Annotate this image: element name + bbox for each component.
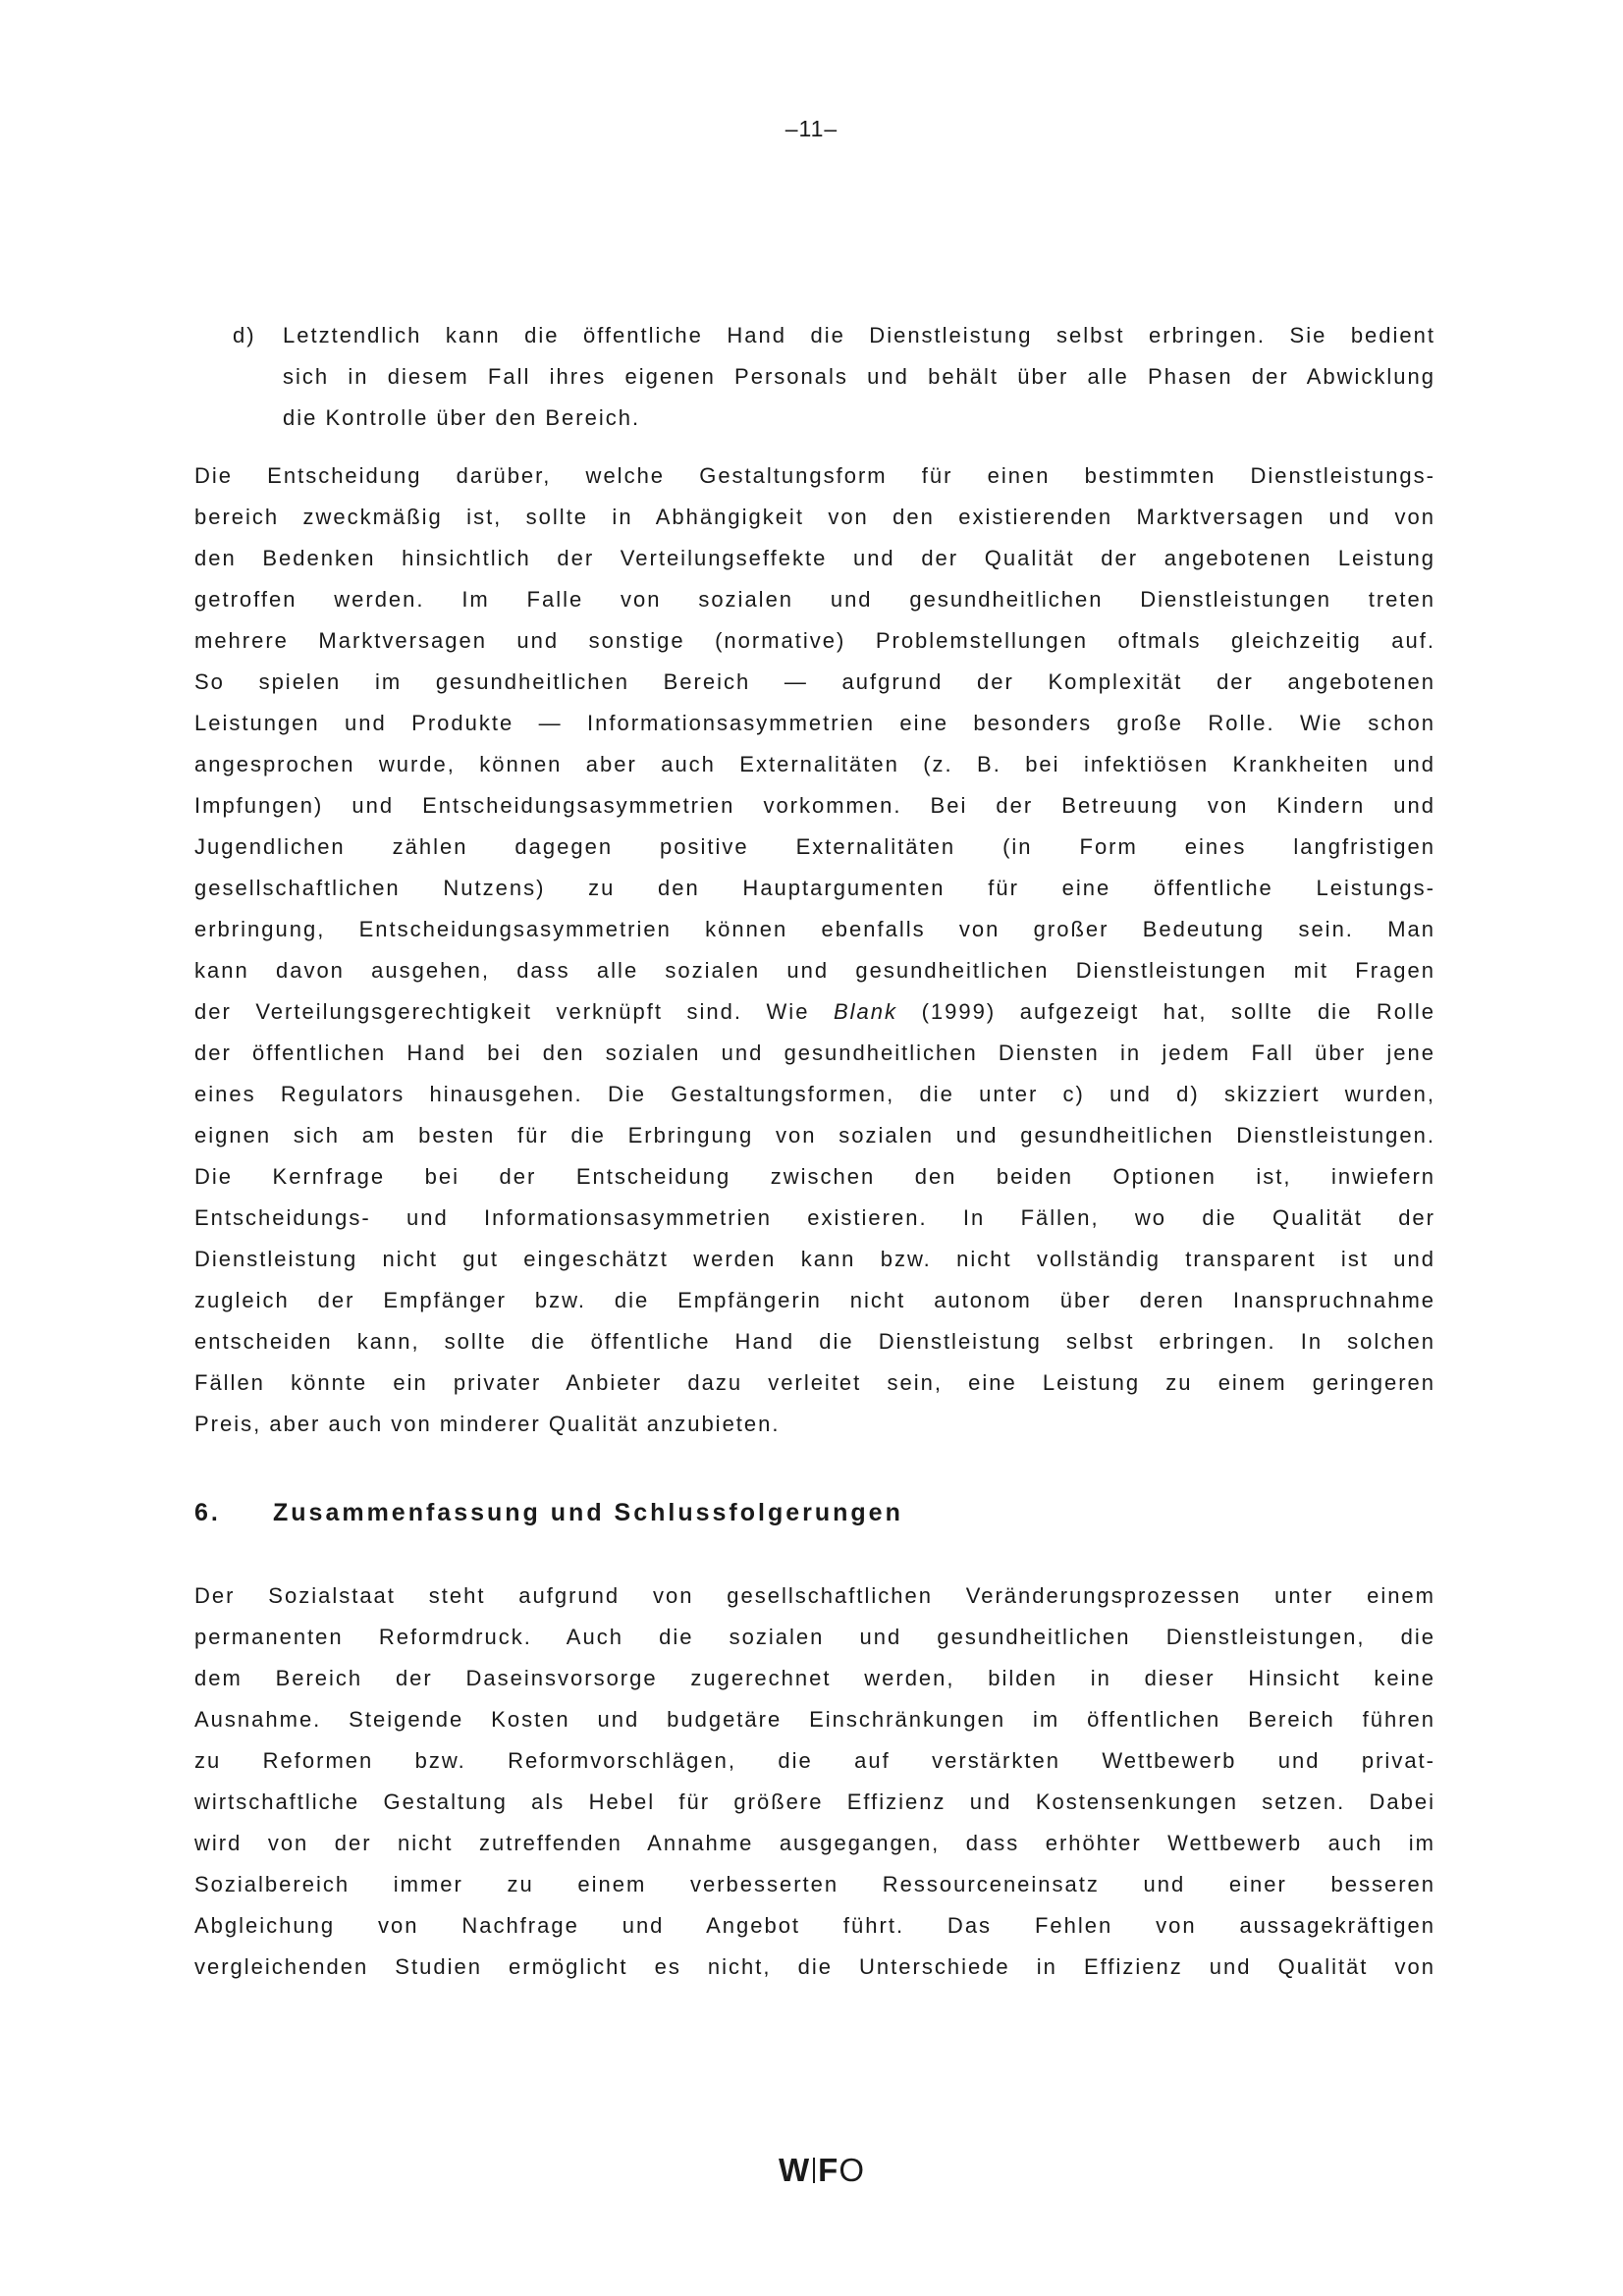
text-line: Preis, aber auch von minderer Qualität anzubieten.: [194, 1412, 781, 1436]
cited-author: Blank: [833, 999, 898, 1024]
text-line: wird von der nicht zutreffenden Annahme ausgegangen, dass erhöhter Wettbewerb auch im: [194, 1831, 1435, 1855]
text-line: [194, 991, 1435, 1033]
logo-divider: [813, 2158, 815, 2183]
section-number: 6.: [194, 1499, 221, 1526]
text-line: Die Kernfrage bei der Entscheidung zwischen den beiden Optionen ist, inwiefern: [194, 1164, 1435, 1189]
text-line: wirtschaftliche Gestaltung als Hebel für größere Effizienz und Kostensenkungen setzen. Dabei: [194, 1789, 1435, 1814]
logo-letter-w: W: [779, 2152, 811, 2188]
text-line: gesellschaftlichen Nutzens) zu den Hauptargumenten für eine öffentliche Leistungs-: [194, 876, 1435, 900]
page-number: –11–: [784, 116, 839, 141]
text-line: Sozialbereich immer zu einem verbesserten Ressourceneinsatz und einer besseren: [194, 1872, 1435, 1896]
text-line: kann davon ausgehen, dass alle sozialen und gesundheitlichen Dienstleistungen mit Fragen: [194, 958, 1435, 983]
text-line: Jugendlichen zählen dagegen positive Externalitäten (in Form eines langfristigen: [194, 834, 1435, 859]
text-line: Letztendlich kann die öffentliche Hand die Dienstleistung selbst erbringen. Sie bedient: [283, 323, 1435, 347]
text-segment: (1999) aufgezeigt hat, sollte die Rolle: [897, 999, 1435, 1024]
text-line: Fällen könnte ein privater Anbieter dazu verleitet sein, eine Leistung zu einem geringeren: [194, 1370, 1435, 1395]
text-line: Der Sozialstaat steht aufgrund von gesellschaftlichen Veränderungsprozessen unter einem: [194, 1583, 1435, 1608]
text-line: zu Reformen bzw. Reformvorschlägen, die auf verstärkten Wettbewerb und privat-: [194, 1748, 1435, 1773]
text-line: angesprochen wurde, können aber auch Externalitäten (z. B. bei infektiösen Krankheiten und: [194, 752, 1435, 776]
text-line: eignen sich am besten für die Erbringung von sozialen und gesundheitlichen Dienstleistungen.: [194, 1123, 1435, 1148]
list-marker: d): [233, 323, 256, 347]
text-line: die Kontrolle über den Bereich.: [283, 405, 641, 430]
text-line: permanenten Reformdruck. Auch die sozialen und gesundheitlichen Dienstleistungen, die: [194, 1625, 1435, 1649]
text-line: Leistungen und Produkte — Informationsasymmetrien eine besonders große Rolle. Wie schon: [194, 711, 1435, 735]
text-line: Die Entscheidung darüber, welche Gestaltungsform für einen bestimmten Dienstleistungs-: [194, 463, 1435, 488]
text-line: erbringung, Entscheidungsasymmetrien können ebenfalls von großer Bedeutung sein. Man: [194, 917, 1435, 941]
text-line: entscheiden kann, sollte die öffentliche Hand die Dienstleistung selbst erbringen. In solchen: [194, 1329, 1435, 1354]
text-line: zugleich der Empfänger bzw. die Empfängerin nicht autonom über deren Inanspruchnahme: [194, 1288, 1435, 1312]
text-line: bereich zweckmäßig ist, sollte in Abhängigkeit von den existierenden Marktversagen und von: [194, 505, 1435, 529]
text-line: den Bedenken hinsichtlich der Verteilungseffekte und der Qualität der angebotenen Leistung: [194, 546, 1435, 570]
text-line: eines Regulators hinausgehen. Die Gestaltungsformen, die unter c) und d) skizziert wurden,: [194, 1082, 1435, 1106]
text-line: Impfungen) und Entscheidungsasymmetrien vorkommen. Bei der Betreuung von Kindern und: [194, 793, 1435, 818]
text-line: Entscheidungs- und Informationsasymmetrien existieren. In Fällen, wo die Qualität der: [194, 1205, 1435, 1230]
text-line: getroffen werden. Im Falle von sozialen und gesundheitlichen Dienstleistungen treten: [194, 587, 1435, 612]
section-title: Zusammenfassung und Schlussfolgerungen: [273, 1499, 903, 1526]
text-line: vergleichenden Studien ermöglicht es nicht, die Unterschiede in Effizienz und Qualität von: [194, 1954, 1435, 1979]
text-line: Abgleichung von Nachfrage und Angebot führt. Das Fehlen von aussagekräftigen: [194, 1913, 1435, 1938]
text-segment: der Verteilungsgerechtigkeit verknüpft sind. Wie: [194, 999, 834, 1024]
text-line: Dienstleistung nicht gut eingeschätzt werden kann bzw. nicht vollständig transparent ist und: [194, 1247, 1435, 1271]
text-line: sich in diesem Fall ihres eigenen Personals und behält über alle Phasen der Abwicklung: [283, 364, 1435, 389]
logo-letter-f: F: [818, 2152, 839, 2188]
logo-letter-o: O: [839, 2152, 865, 2188]
text-line: mehrere Marktversagen und sonstige (normative) Problemstellungen oftmals gleichzeitig auf.: [194, 628, 1435, 653]
text-line: dem Bereich der Daseinsvorsorge zugerechnet werden, bilden in dieser Hinsicht keine: [194, 1666, 1435, 1690]
text-line: Ausnahme. Steigende Kosten und budgetäre Einschränkungen im öffentlichen Bereich führen: [194, 1707, 1435, 1732]
text-line: der öffentlichen Hand bei den sozialen und gesundheitlichen Diensten in jedem Fall über jene: [194, 1041, 1435, 1065]
wifo-logo: [779, 2152, 865, 2189]
text-line: So spielen im gesundheitlichen Bereich — aufgrund der Komplexität der angebotenen: [194, 669, 1435, 694]
